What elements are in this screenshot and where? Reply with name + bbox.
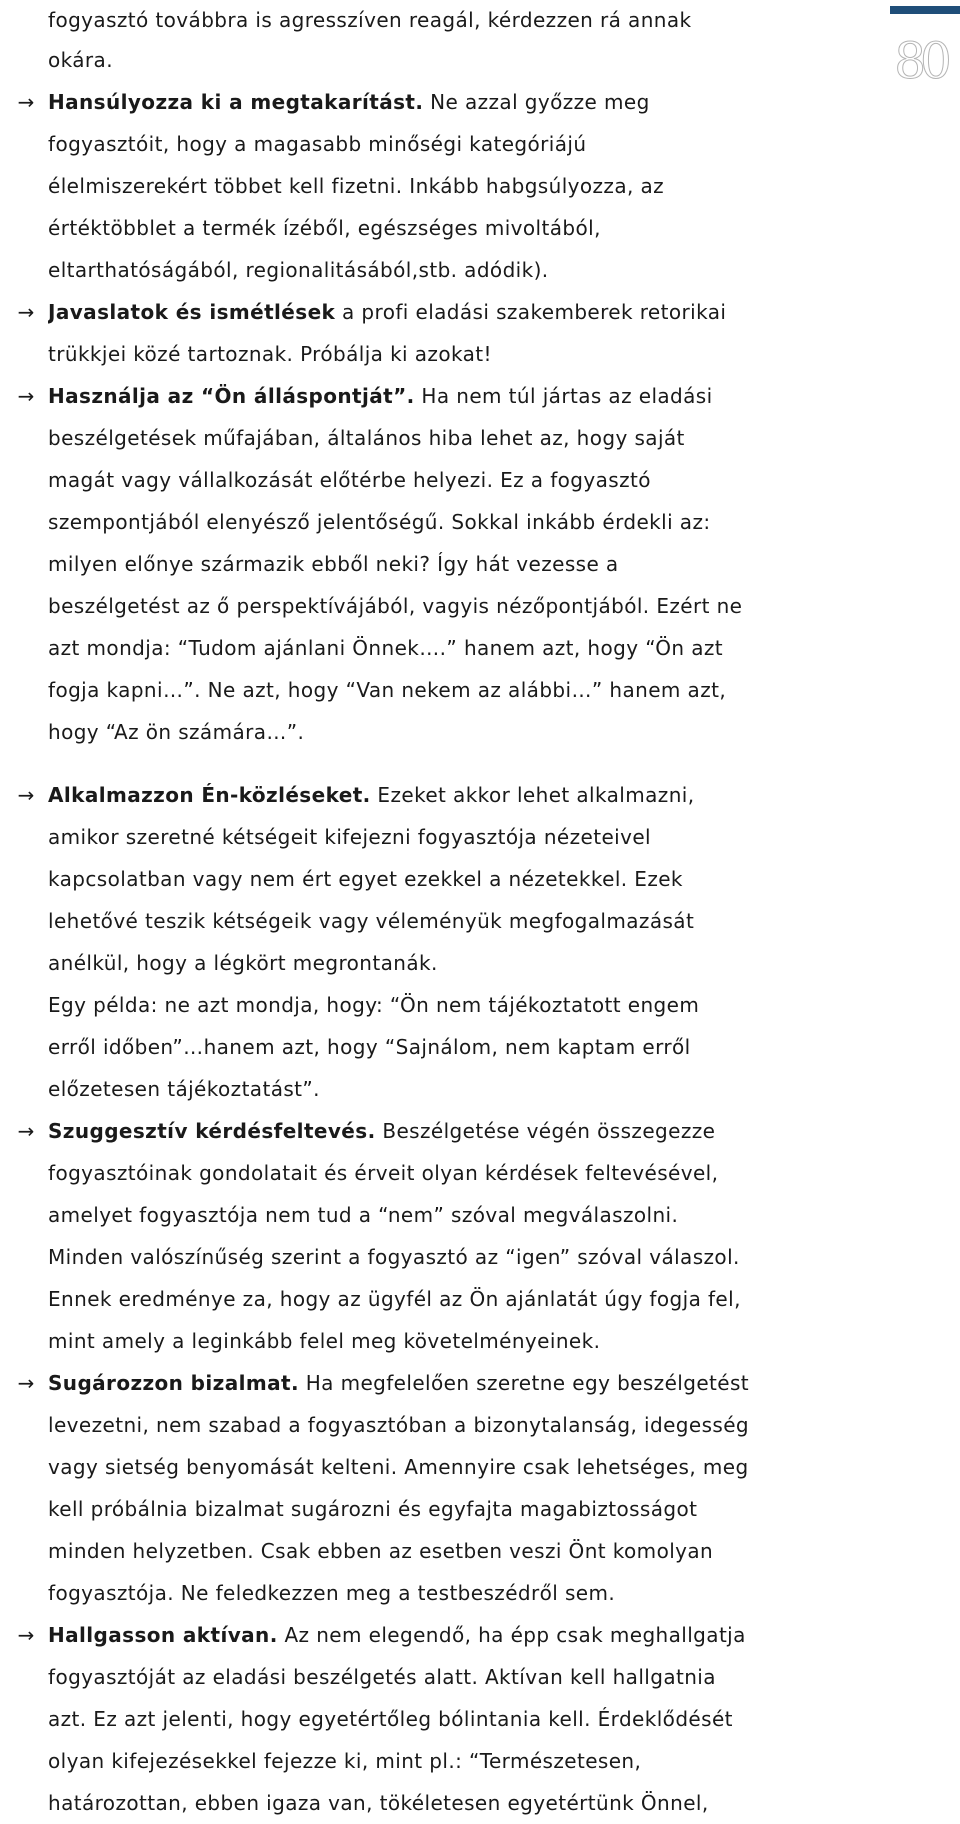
bullet-first-line [48, 1110, 816, 1152]
text-line [48, 669, 816, 711]
bullet-heading: Hallgasson aktívan. [48, 1623, 278, 1647]
text-line [48, 1320, 816, 1362]
line-text: milyen előnye származik ebből neki? Így hát vezesse a [48, 552, 619, 576]
line-text: fogyasztóját az eladási beszélgetés alatt. Aktívan kell hallgatnia [48, 1665, 716, 1689]
bullet-heading: Javaslatok és ismétlések [48, 300, 336, 324]
line-text: élelmiszerekért többet kell fizetni. Inkább habgsúlyozza, az [48, 174, 665, 198]
text-line [48, 942, 816, 984]
text-line [48, 123, 816, 165]
line-text: olyan kifejezésekkel fejezze ki, mint pl.: “Természetesen, [48, 1749, 642, 1773]
line-text: okára. [48, 48, 113, 72]
text-line [48, 39, 816, 81]
line-text: szempontjából elenyésző jelentőségű. Sokkal inkább érdekli az: [48, 510, 711, 534]
line-text: Az nem elegendő, ha épp csak meghallgatja [277, 1623, 746, 1647]
bullet-arrow-icon: → [17, 1371, 35, 1395]
line-text: a profi eladási szakemberek retorikai [335, 300, 727, 324]
line-text: fogyasztója. Ne feledkezzen meg a testbeszédről sem. [48, 1581, 616, 1605]
text-line [48, 1404, 816, 1446]
text-line [48, 249, 816, 291]
line-text: határozottan, ebben igaza van, tökéletesen egyetértünk Önnel, [48, 1791, 709, 1815]
line-text: Ennek eredménye za, hogy az ügyfél az Ön ajánlatát úgy fogja fel, [48, 1287, 741, 1311]
line-text: beszélgetést az ő perspektívájából, vagyis nézőpontjából. Ezért ne [48, 594, 743, 618]
line-text: Ha megfelelően szeretne egy beszélgetést [298, 1371, 750, 1395]
text-line [48, 501, 816, 543]
text-line [48, 1446, 816, 1488]
text-line [48, 1740, 816, 1782]
text-line [48, 1530, 816, 1572]
line-text: erről időben”…hanem azt, hogy “Sajnálom, nem kaptam erről [48, 1035, 691, 1059]
line-text: vagy sietség benyomását kelteni. Amennyire csak lehetséges, meg [48, 1455, 749, 1479]
bullet-heading: Hansúlyozza ki a megtakarítást. [48, 90, 424, 114]
text-line [48, 1698, 816, 1740]
bullet-arrow-icon: → [17, 783, 35, 807]
bullet-heading: Használja az “Ön álláspontját”. [48, 384, 415, 408]
text-line [48, 1572, 816, 1614]
bullet-first-line [48, 774, 816, 816]
page-number: 80 [894, 32, 946, 90]
text-line [48, 711, 816, 753]
bullet-arrow-icon: → [17, 1119, 35, 1143]
line-text: Ha nem túl jártas az eladási [414, 384, 713, 408]
text-line [48, 585, 816, 627]
text-line [48, 459, 816, 501]
text-line [48, 543, 816, 585]
text-line [48, 333, 816, 375]
line-text: trükkjei közé tartoznak. Próbálja ki azokat! [48, 342, 492, 366]
text-line [48, 1152, 816, 1194]
text-line [48, 1656, 816, 1698]
text-line [48, 984, 816, 1026]
line-text: hogy “Az ön számára…”. [48, 720, 305, 744]
line-text: levezetni, nem szabad a fogyasztóban a bizonytalanság, idegesség [48, 1413, 750, 1437]
line-text: fogyasztóit, hogy a magasabb minőségi kategóriájú [48, 132, 587, 156]
bullet-arrow-icon: → [17, 1623, 35, 1647]
text-line [48, 1278, 816, 1320]
text-line [48, 900, 816, 942]
line-text: Egy példa: ne azt mondja, hogy: “Ön nem tájékoztatott engem [48, 993, 700, 1017]
bullet-first-line [48, 291, 816, 333]
line-text: amikor szeretné kétségeit kifejezni fogyasztója nézeteivel [48, 825, 652, 849]
line-text: fogja kapni…”. Ne azt, hogy “Van nekem az alábbi…” hanem azt, [48, 678, 727, 702]
line-text: azt. Ez azt jelenti, hogy egyetértőleg bólintania kell. Érdeklődését [48, 1707, 733, 1731]
line-text: kapcsolatban vagy nem ért egyet ezekkel a nézetekkel. Ezek [48, 867, 683, 891]
text-line [48, 1488, 816, 1530]
bullet-first-line [48, 1362, 816, 1404]
bullet-heading: Alkalmazzon Én-közléseket. [48, 783, 371, 807]
line-text: beszélgetések műfajában, általános hiba lehet az, hogy saját [48, 426, 685, 450]
line-text: eltarthatóságából, regionalitásából,stb. adódik). [48, 258, 549, 282]
header-accent-bar [890, 6, 960, 14]
bullet-arrow-icon: → [17, 300, 35, 324]
line-text: kell próbálnia bizalmat sugározni és egyfajta magabiztosságot [48, 1497, 698, 1521]
line-text: Beszélgetése végén összegezze [375, 1119, 716, 1143]
line-text: Minden valószínűség szerint a fogyasztó az “igen” szóval válaszol. [48, 1245, 740, 1269]
line-text: lehetővé teszik kétségeik vagy véleményük megfogalmazását [48, 909, 695, 933]
text-line [48, 816, 816, 858]
line-text: fogyasztóinak gondolatait és érveit olyan kérdések feltevésével, [48, 1161, 719, 1185]
line-text: magát vagy vállalkozását előtérbe helyezi. Ez a fogyasztó [48, 468, 651, 492]
line-text: Ne azzal győzze meg [423, 90, 650, 114]
text-line [48, 1068, 816, 1110]
line-text: minden helyzetben. Csak ebben az esetben veszi Önt komolyan [48, 1539, 714, 1563]
text-line [48, 1194, 816, 1236]
bullet-arrow-icon: → [17, 90, 35, 114]
bullet-first-line [48, 1614, 816, 1656]
bullet-arrow-icon: → [17, 384, 35, 408]
bullet-first-line [48, 375, 816, 417]
text-line [48, 207, 816, 249]
text-line [48, 1236, 816, 1278]
line-text: fogyasztó továbbra is agresszíven reagál, kérdezzen rá annak [48, 8, 692, 32]
line-text: értéktöbblet a termék ízéből, egészséges mivoltából, [48, 216, 601, 240]
text-line [48, 165, 816, 207]
text-line [48, 858, 816, 900]
line-text: amelyet fogyasztója nem tud a “nem” szóval megválaszolni. [48, 1203, 679, 1227]
line-text: anélkül, hogy a légkört megrontanák. [48, 951, 438, 975]
line-text: mint amely a leginkább felel meg követelményeinek. [48, 1329, 601, 1353]
text-line [48, 417, 816, 459]
text-line [48, 1026, 816, 1068]
text-line [48, 627, 816, 669]
text-line [48, 0, 816, 41]
line-text: Ezeket akkor lehet alkalmazni, [370, 783, 695, 807]
bullet-first-line [48, 81, 816, 123]
bullet-heading: Sugározzon bizalmat. [48, 1371, 299, 1395]
line-text: azt mondja: “Tudom ajánlani Önnek….” hanem azt, hogy “Ön azt [48, 636, 724, 660]
bullet-heading: Szuggesztív kérdésfeltevés. [48, 1119, 376, 1143]
line-text: előzetesen tájékoztatást”. [48, 1077, 320, 1101]
text-line [48, 1782, 816, 1824]
